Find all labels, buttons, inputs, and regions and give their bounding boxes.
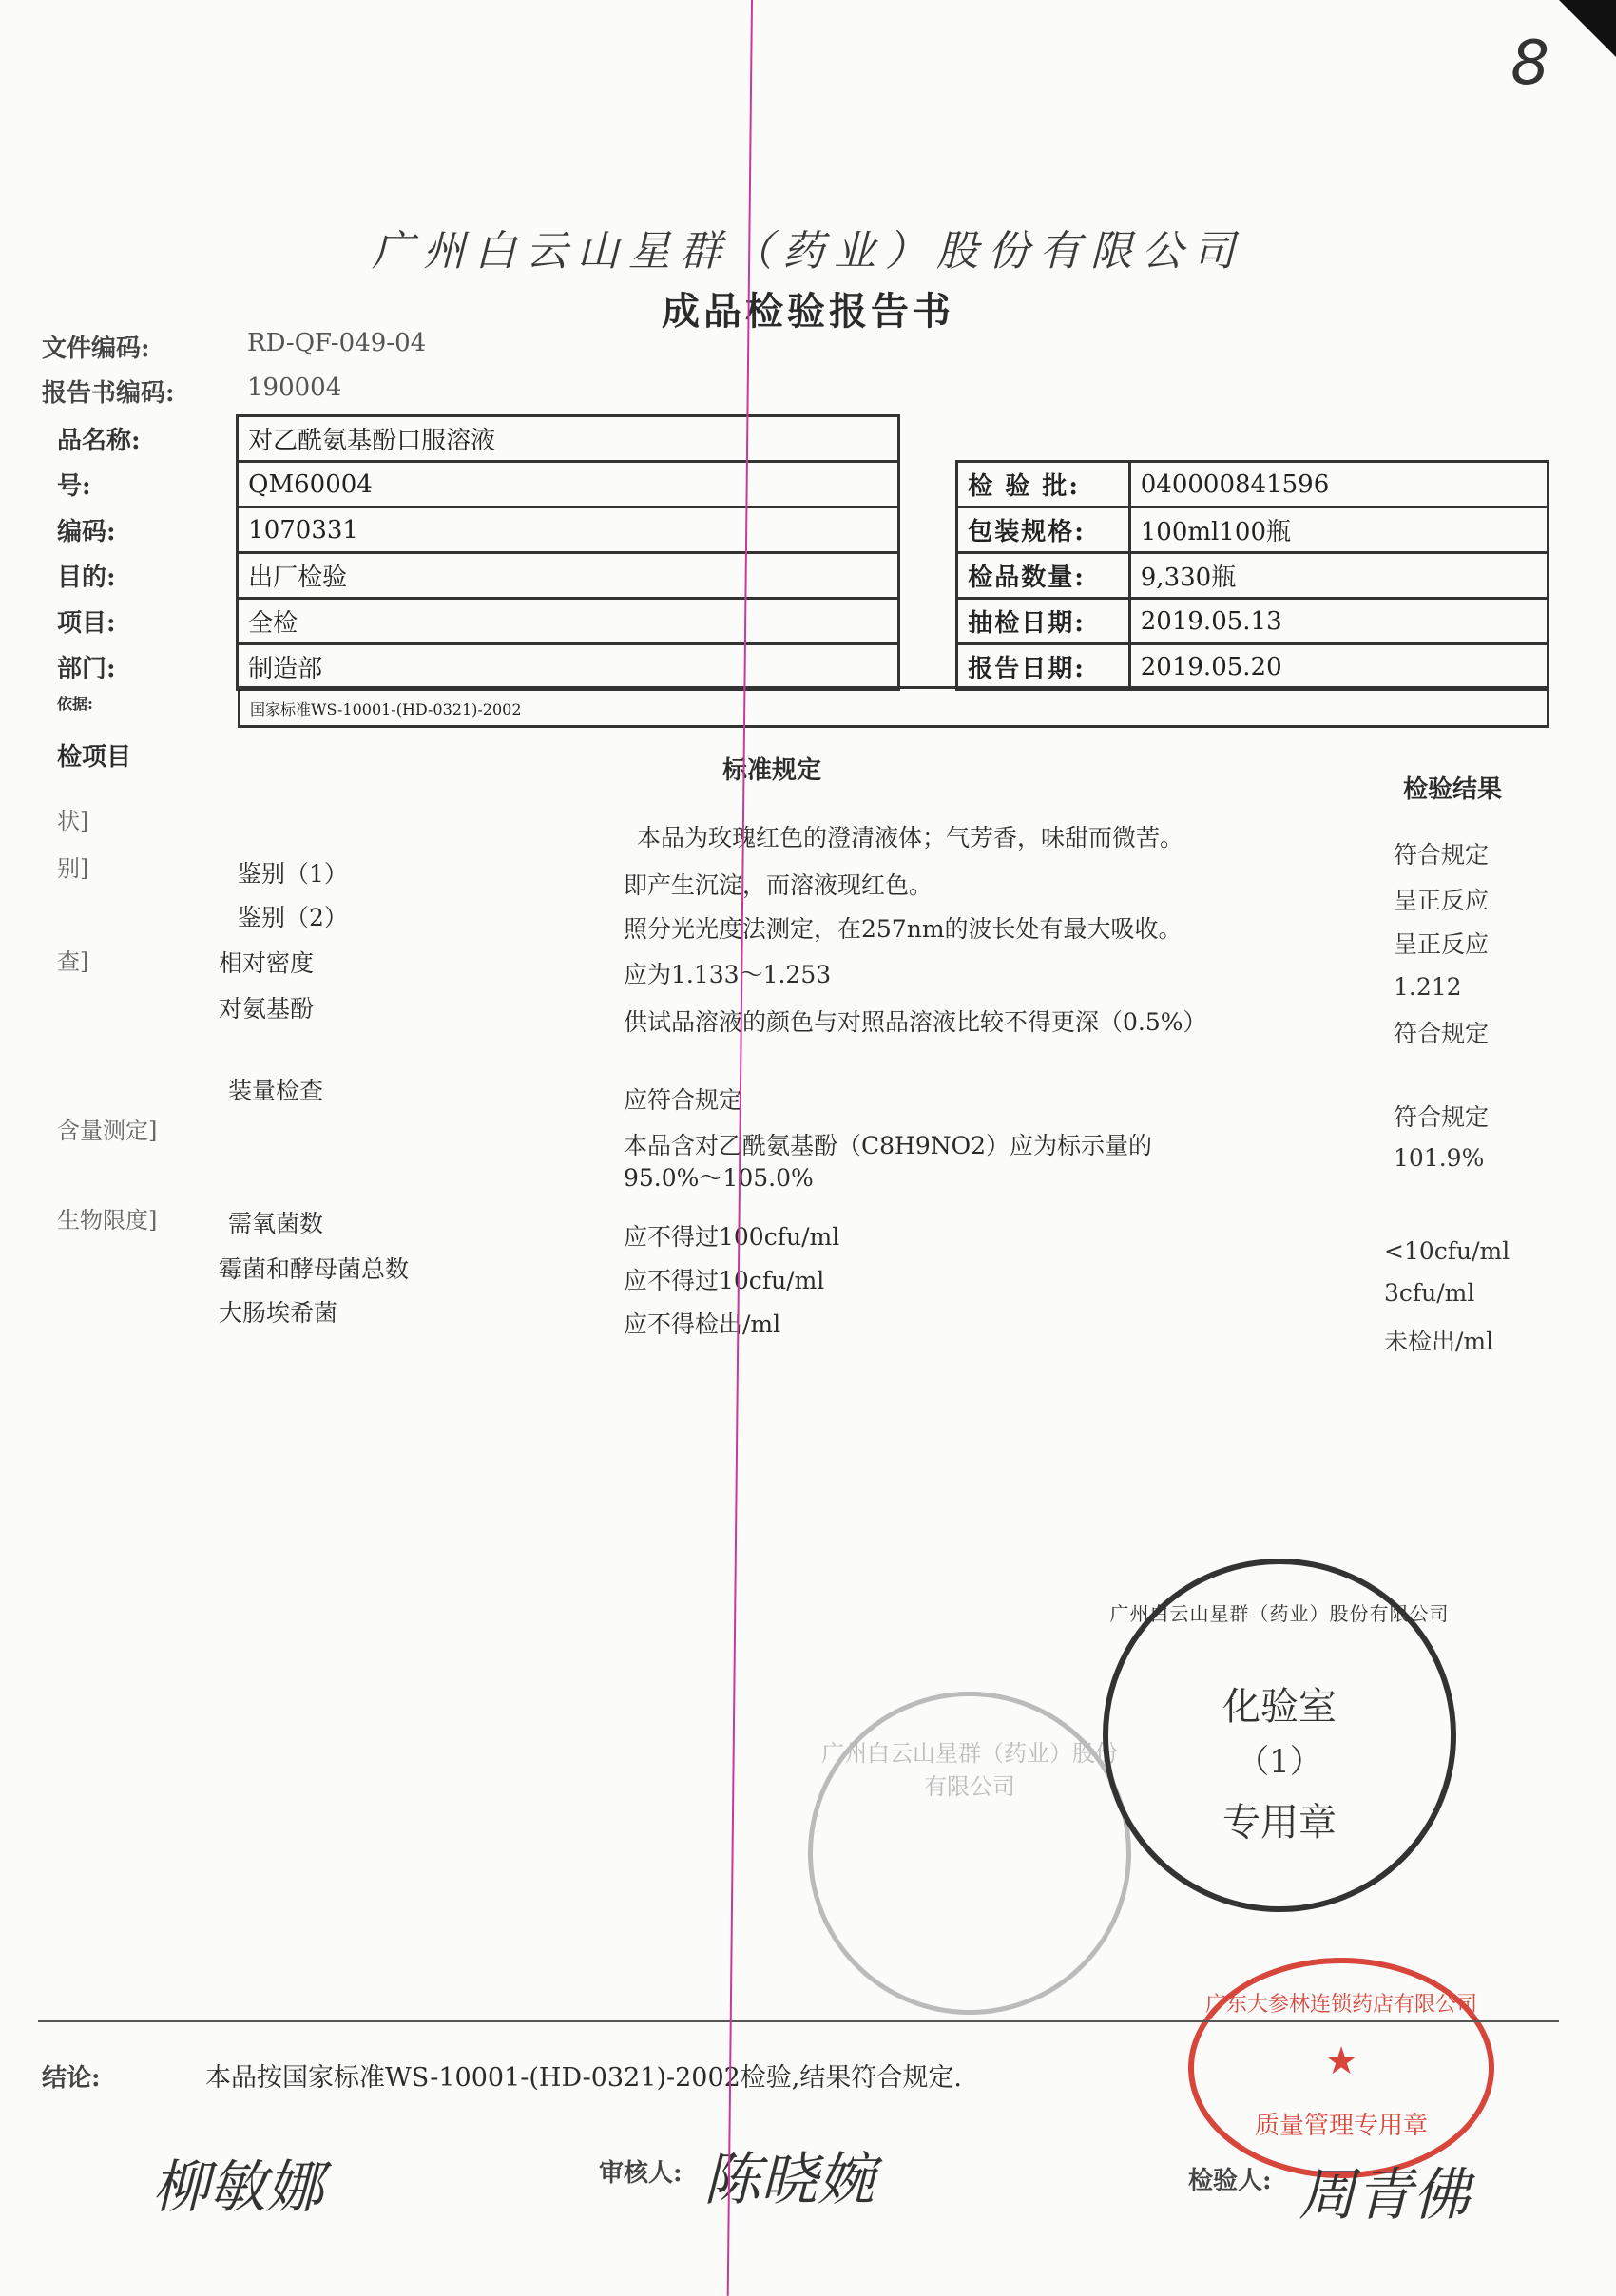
- info-label: 号:: [57, 472, 91, 501]
- info-value-right: 9,330瓶: [1129, 553, 1548, 599]
- result-item: 鉴别（1）: [238, 860, 348, 888]
- result-category: 查]: [57, 948, 89, 975]
- basis-label: 依据:: [57, 695, 93, 713]
- result-standard: 本品为玫瑰红色的澄清液体；气芳香，味甜而微苦。: [637, 824, 1184, 851]
- info-row: [48, 507, 1549, 553]
- result-value: <10cfu/ml: [1384, 1237, 1510, 1265]
- quality-stamp: [1188, 1958, 1494, 2178]
- info-value-right: 100ml100瓶: [1129, 507, 1548, 553]
- info-label: 项目:: [57, 609, 116, 638]
- page-corner-fold: [1559, 0, 1616, 57]
- result-item: 对氨基酚: [219, 995, 315, 1023]
- result-standard: 即产生沉淀，而溶液现红色。: [624, 871, 933, 899]
- result-category: 状]: [57, 808, 89, 834]
- result-value: 符合规定: [1394, 1103, 1490, 1131]
- star-icon: ★: [1324, 2039, 1358, 2083]
- info-value: 对乙酰氨基酚口服溶液: [238, 416, 899, 462]
- company-name: 广州白云山星群（药业）股份有限公司: [372, 227, 1244, 276]
- lab-stamp-ring: 广州白云山星群（药业）股份有限公司: [1109, 1602, 1450, 1625]
- result-item: 霉菌和酵母菌总数: [219, 1255, 410, 1283]
- info-label: 编码:: [57, 518, 116, 546]
- info-label-right: 检 验 批:: [957, 462, 1129, 507]
- doc-code-value: RD-QF-049-04: [247, 329, 427, 357]
- result-item: 鉴别（2）: [238, 904, 348, 931]
- conclusion-label: 结论:: [42, 2064, 101, 2093]
- conclusion-text: 本品按国家标准WS-10001-(HD-0321)-2002检验,结果符合规定.: [205, 2063, 962, 2093]
- info-value: 出厂检验: [238, 553, 899, 599]
- result-item: 大肠埃希菌: [219, 1299, 338, 1327]
- info-row: [48, 599, 1549, 644]
- result-standard: 应为1.133～1.253: [624, 961, 832, 988]
- result-item: 需氧菌数: [228, 1210, 324, 1237]
- info-label-right: 抽检日期:: [957, 599, 1129, 644]
- doc-code-label: 文件编码:: [42, 335, 150, 363]
- lab-stamp: [1103, 1559, 1456, 1912]
- conclusion-divider: [38, 2020, 1559, 2022]
- info-row: [48, 462, 1549, 507]
- lab-stamp-line1: 化验室: [1222, 1685, 1337, 1729]
- result-value: 符合规定: [1394, 1020, 1490, 1047]
- result-value: 3cfu/ml: [1384, 1279, 1475, 1307]
- info-row: [48, 416, 1549, 462]
- info-value: QM60004: [238, 462, 899, 507]
- reviewer-label: 审核人:: [599, 2159, 683, 2188]
- info-value: 全检: [238, 599, 899, 644]
- result-value: 1.212: [1394, 973, 1462, 1001]
- result-category: 生物限度]: [57, 1207, 158, 1234]
- result-category: 别]: [57, 855, 89, 882]
- faint-stamp-ring: 广州白云山星群（药业）股份有限公司: [821, 1740, 1118, 1800]
- info-label: 品名称:: [57, 427, 141, 455]
- inspector-signature: 周青佛: [1299, 2162, 1470, 2229]
- result-standard: 供试品溶液的颜色与对照品溶液比较不得更深（0.5%）: [624, 1008, 1207, 1036]
- info-value-right: 2019.05.13: [1129, 599, 1548, 644]
- lab-stamp-line2: （1）: [1237, 1743, 1322, 1781]
- info-value-right: 040000841596: [1129, 462, 1548, 507]
- info-row: [48, 644, 1549, 690]
- basis-value: 国家标准WS-10001-(HD-0321)-2002: [238, 686, 1549, 728]
- quality-stamp-line: 质量管理专用章: [1254, 2112, 1428, 2140]
- report-title: 成品检验报告书: [662, 289, 954, 334]
- info-value: 制造部: [238, 644, 899, 690]
- info-label: 目的:: [57, 564, 116, 592]
- result-value: 未检出/ml: [1384, 1328, 1494, 1355]
- result-standard: 应符合规定: [624, 1086, 743, 1114]
- left-signature: 柳敏娜: [152, 2154, 323, 2221]
- info-label-right: 报告日期:: [957, 644, 1129, 690]
- result-standard: 应不得过10cfu/ml: [624, 1267, 825, 1294]
- quality-stamp-ring: 广东大参林连锁药店有限公司: [1204, 1993, 1477, 2017]
- lab-stamp-line3: 专用章: [1222, 1801, 1337, 1845]
- result-standard: 应不得过100cfu/ml: [624, 1223, 840, 1251]
- standard-basis-row: [48, 686, 1549, 728]
- results-header-item: 检项目: [57, 743, 132, 772]
- reviewer-signature: 陈晓婉: [703, 2147, 875, 2213]
- result-standard: 照分光光度法测定，在257nm的波长处有最大吸收。: [624, 915, 1183, 943]
- result-value: 呈正反应: [1394, 930, 1490, 958]
- info-row: [48, 553, 1549, 599]
- result-value: 呈正反应: [1394, 887, 1490, 914]
- result-item: 装量检查: [228, 1077, 324, 1104]
- result-standard: 应不得检出/ml: [624, 1311, 781, 1338]
- result-value: 101.9%: [1394, 1144, 1485, 1172]
- info-label-right: 包装规格:: [957, 507, 1129, 553]
- page-number-mark: 8: [1510, 29, 1549, 99]
- results-header-result: 检验结果: [1403, 775, 1503, 804]
- info-label: 部门:: [57, 655, 116, 683]
- info-label-right: 检品数量:: [957, 553, 1129, 599]
- product-info-table: [48, 414, 1549, 691]
- report-no-value: 190004: [247, 373, 342, 402]
- result-item: 相对密度: [219, 949, 315, 977]
- info-value: 1070331: [238, 507, 899, 553]
- result-standard: 本品含对乙酰氨基酚（C8H9NO2）应为标示量的: [624, 1132, 1153, 1159]
- faint-stamp: [808, 1692, 1131, 2015]
- results-header-standard: 标准规定: [722, 756, 822, 785]
- info-value-right: 2019.05.20: [1129, 644, 1548, 690]
- report-no-label: 报告书编码:: [42, 379, 175, 408]
- inspector-label: 检验人:: [1188, 2167, 1272, 2195]
- result-standard-range: 95.0%～105.0%: [624, 1164, 814, 1192]
- result-value: 符合规定: [1394, 841, 1490, 869]
- result-category: 含量测定]: [57, 1118, 158, 1144]
